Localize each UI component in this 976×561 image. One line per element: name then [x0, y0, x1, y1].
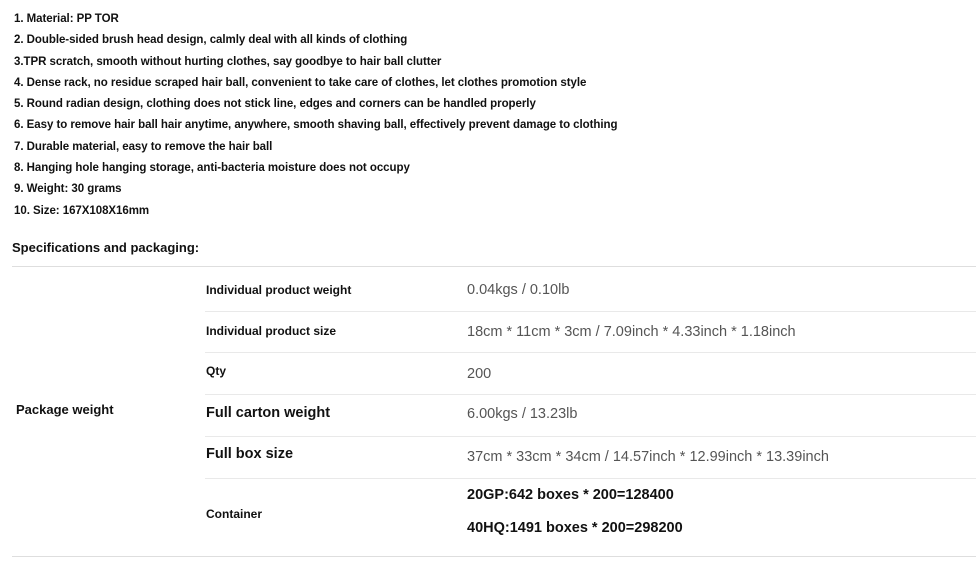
spec-row-label: Individual product weight — [206, 283, 352, 297]
feature-item: 3.TPR scratch, smooth without hurting clothes, say goodbye to hair ball clutter — [14, 55, 442, 68]
spec-row-label: Full carton weight — [206, 405, 331, 421]
feature-item: 5. Round radian design, clothing does not stick line, edges and corners can be handled properly — [14, 98, 536, 111]
row-divider — [205, 311, 976, 312]
spec-row-label: Qty — [206, 364, 227, 378]
feature-item: 6. Easy to remove hair ball hair anytime, anywhere, smooth shaving ball, effectively prevent damage to clothing — [14, 119, 618, 132]
spec-heading: Specifications and packaging: — [12, 240, 200, 255]
spec-row-value: 18cm * 11cm * 3cm / 7.09inch * 4.33inch * 1.18inch — [467, 324, 796, 340]
feature-item: 4. Dense rack, no residue scraped hair ball, convenient to take care of clothes, let clothes promotion style — [14, 76, 587, 89]
package-weight-group-label: Package weight — [16, 402, 114, 417]
spec-row-label: Individual product size — [206, 324, 337, 338]
container-value-20gp: 20GP:642 boxes * 200=128400 — [467, 487, 674, 503]
feature-list — [14, 9, 618, 222]
table-top-divider — [12, 266, 976, 267]
row-divider — [205, 478, 976, 479]
row-divider — [205, 436, 976, 437]
spec-row-value: 6.00kgs / 13.23lb — [467, 406, 578, 422]
row-divider — [205, 352, 976, 353]
table-bottom-divider — [12, 556, 976, 557]
feature-item: 7. Durable material, easy to remove the hair ball — [14, 140, 273, 153]
feature-item: 1. Material: PP TOR — [14, 13, 119, 25]
spec-row-label: Full box size — [206, 446, 294, 462]
feature-item: 10. Size: 167X108X16mm — [14, 204, 150, 217]
spec-row-value: 200 — [467, 366, 492, 382]
row-divider — [205, 394, 976, 395]
spec-row-label: Container — [206, 507, 263, 521]
spec-row-value: 37cm * 33cm * 34cm / 14.57inch * 12.99inch * 13.39inch — [467, 449, 829, 465]
feature-item: 2. Double-sided brush head design, calmly deal with all kinds of clothing — [14, 34, 408, 47]
feature-item: 9. Weight: 30 grams — [14, 183, 122, 196]
spec-row-value: 0.04kgs / 0.10lb — [467, 282, 570, 298]
container-value-40hq: 40HQ:1491 boxes * 200=298200 — [467, 520, 683, 536]
feature-item: 8. Hanging hole hanging storage, anti-bacteria moisture does not occupy — [14, 162, 410, 175]
